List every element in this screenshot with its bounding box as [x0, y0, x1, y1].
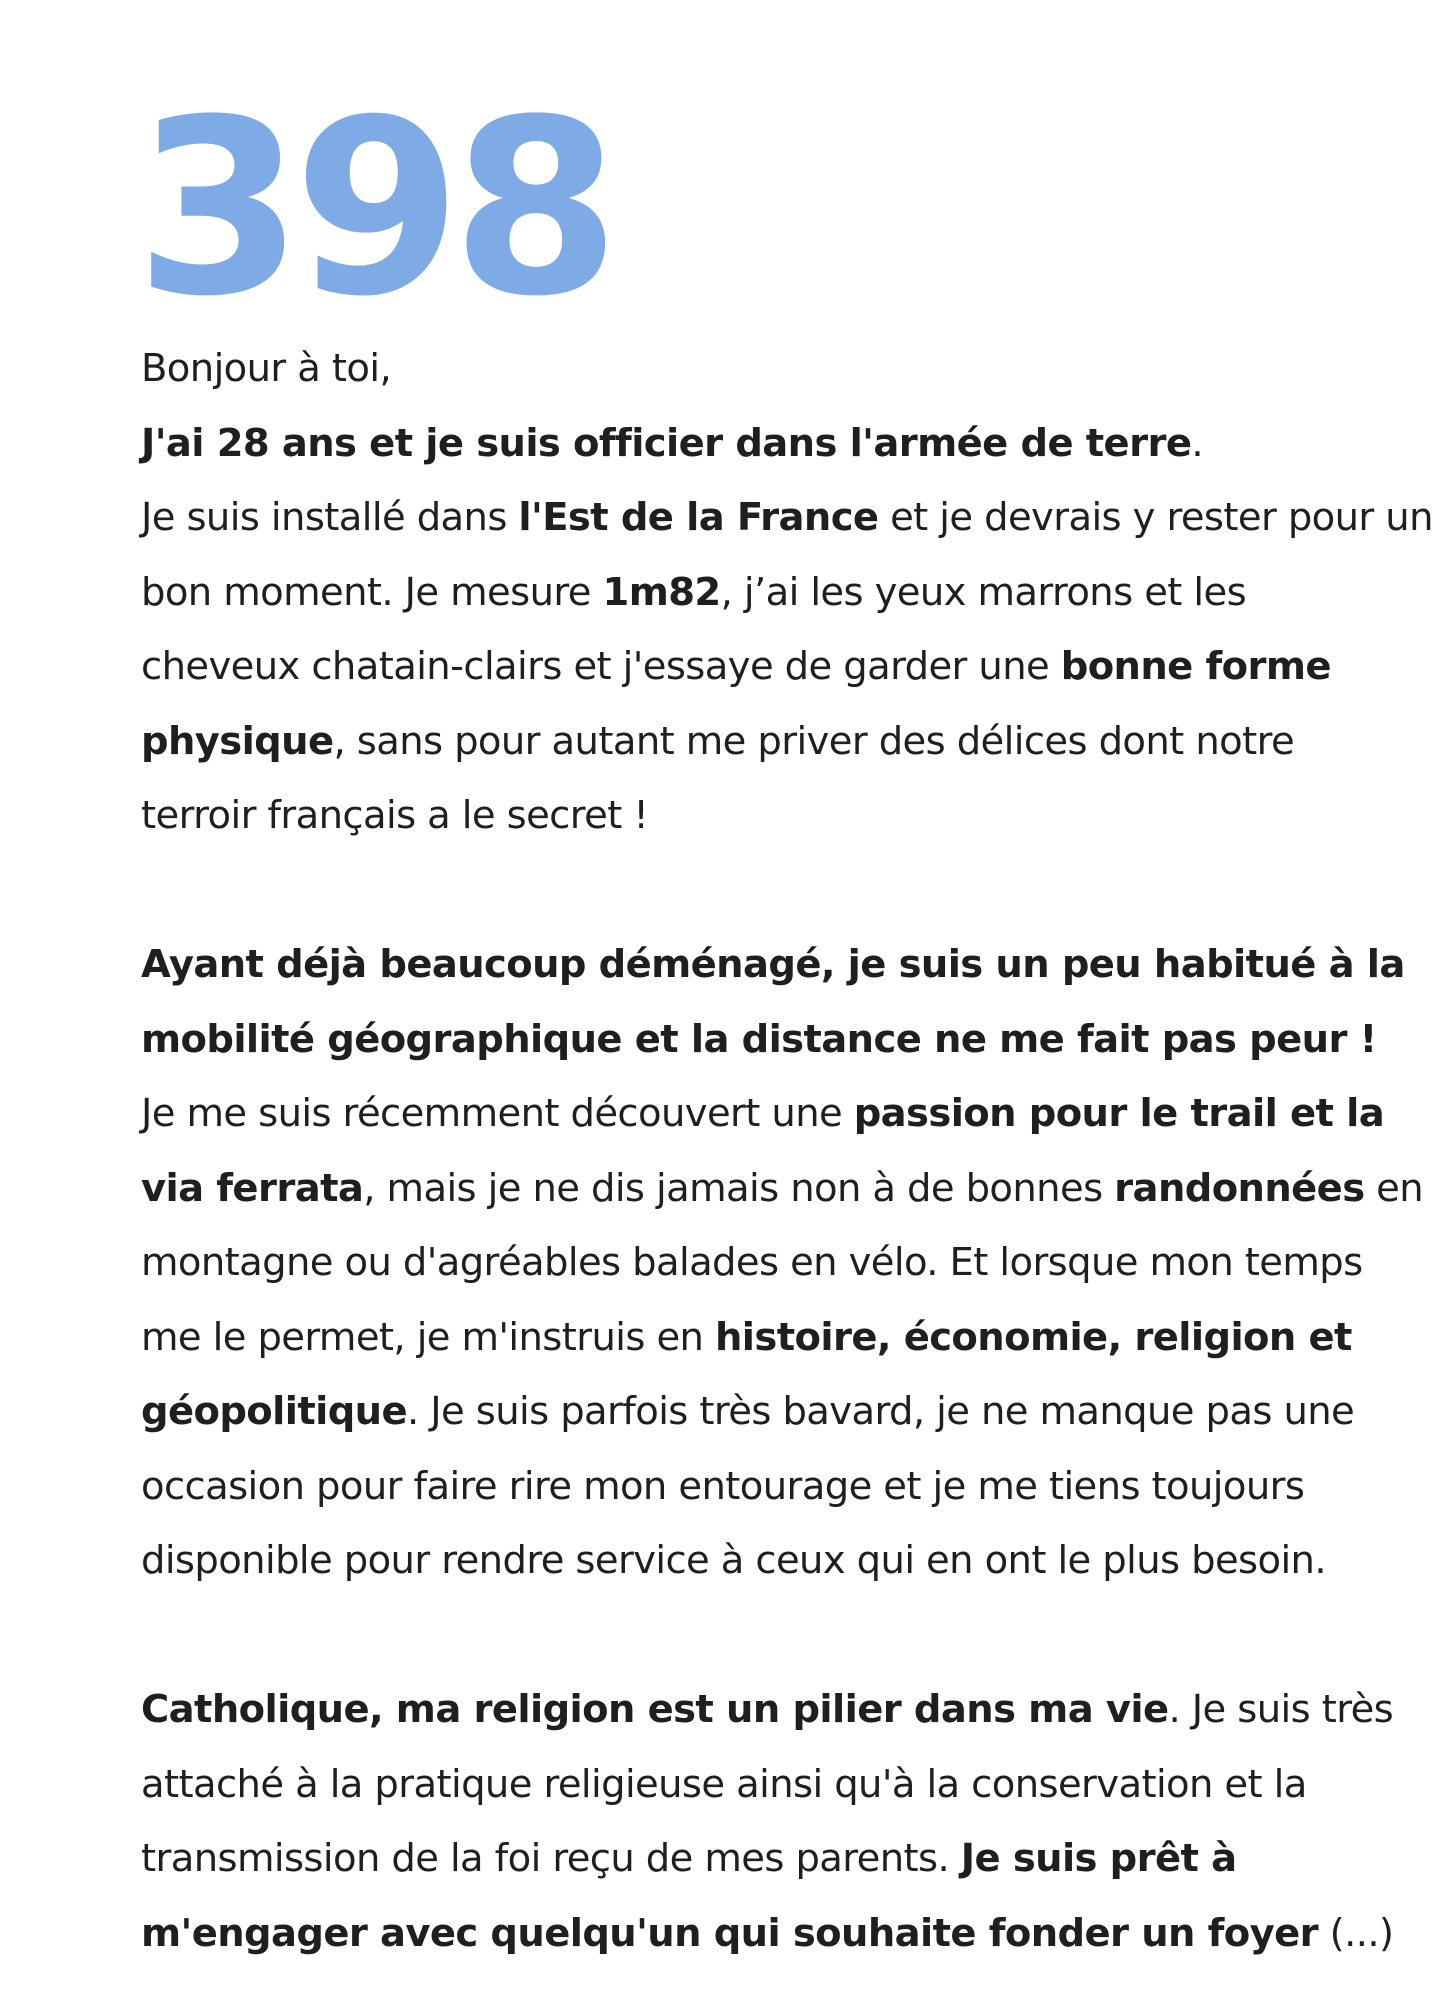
- bold-text: via ferrata: [141, 1165, 364, 1211]
- text-line: [141, 779, 1411, 854]
- body-text: cheveux chatain-clairs et j'essaye de garder une: [141, 644, 1061, 689]
- text-line: [141, 630, 1411, 705]
- text-line: [141, 332, 1411, 407]
- body-text: .: [1191, 420, 1203, 466]
- bold-text: 1m82: [602, 569, 721, 615]
- body-text: en: [1364, 1165, 1424, 1211]
- profile-number: 398: [135, 68, 611, 350]
- text-line: [141, 1673, 1411, 1748]
- body-text: transmission de la foi reçu de mes parents.: [141, 1836, 961, 1881]
- text-line: [141, 1375, 1411, 1450]
- body-text: (...): [1318, 1910, 1394, 1956]
- text-line: [141, 1748, 1411, 1823]
- text-line: [141, 1226, 1411, 1301]
- bold-text: physique: [141, 718, 334, 764]
- text-line: [141, 407, 1411, 482]
- text-line: [141, 705, 1411, 780]
- bold-text: mobilité géographique et la distance ne me fait pas peur !: [141, 1016, 1377, 1062]
- body-text: bon moment. Je mesure: [141, 569, 603, 615]
- text-line: [141, 1077, 1411, 1152]
- text-line: [141, 1003, 1411, 1078]
- bold-text: J'ai 28 ans et je suis officier dans l'armée de terre: [141, 420, 1192, 466]
- bold-text: géopolitique: [141, 1389, 408, 1434]
- body-text: attaché à la pratique religieuse ainsi qu'à la conservation et la: [141, 1761, 1307, 1807]
- paragraph: [141, 332, 1433, 854]
- letter-body: [141, 332, 1433, 1971]
- text-line: [141, 1524, 1411, 1599]
- body-text: me le permet, je m'instruis en: [141, 1314, 715, 1360]
- bold-text: randonnées: [1114, 1165, 1365, 1211]
- body-text: montagne ou d'agréables balades en vélo. Et lorsque mon temps: [141, 1240, 1363, 1285]
- body-text: disponible pour rendre service à ceux qui en ont le plus besoin.: [141, 1538, 1326, 1583]
- text-line: [141, 1450, 1411, 1525]
- text-line: [141, 1301, 1411, 1376]
- text-line: [141, 928, 1411, 1003]
- text-line: [141, 481, 1433, 556]
- bold-text: passion pour le trail et la: [853, 1091, 1385, 1136]
- paragraph: [141, 928, 1424, 1599]
- paragraph: [141, 1673, 1411, 1971]
- body-text: , mais je ne dis jamais non à de bonnes: [363, 1165, 1115, 1211]
- bold-text: l'Est de la France: [518, 495, 879, 540]
- body-text: Je me suis récemment découvert une: [141, 1091, 854, 1136]
- text-line: [141, 556, 1411, 631]
- body-text: Je suis installé dans: [141, 495, 519, 540]
- body-text: , sans pour autant me priver des délices dont notre: [333, 718, 1295, 764]
- bold-text: Catholique, ma religion est un pilier dans ma vie: [141, 1687, 1169, 1732]
- profile-page: [135, 0, 1433, 2000]
- bold-text: Je suis prêt à: [960, 1836, 1237, 1881]
- body-text: et je devrais y rester pour un: [878, 495, 1433, 540]
- bold-text: Ayant déjà beaucoup déménagé, je suis un peu habitué à la: [141, 942, 1405, 987]
- text-line: [141, 1152, 1424, 1227]
- text-line: [141, 1897, 1411, 1972]
- bold-text: histoire, économie, religion et: [715, 1314, 1352, 1360]
- body-text: occasion pour faire rire mon entourage et je me tiens toujours: [141, 1463, 1305, 1509]
- text-line: [141, 1822, 1411, 1897]
- bold-text: bonne forme: [1060, 644, 1331, 689]
- body-text: , j’ai les yeux marrons et les: [720, 569, 1247, 615]
- body-text: Bonjour à toi,: [141, 346, 392, 391]
- bold-text: m'engager avec quelqu'un qui souhaite fonder un foyer: [141, 1910, 1319, 1956]
- body-text: . Je suis très: [1168, 1687, 1394, 1732]
- body-text: . Je suis parfois très bavard, je ne manque pas une: [407, 1389, 1355, 1434]
- body-text: terroir français a le secret !: [141, 793, 649, 838]
